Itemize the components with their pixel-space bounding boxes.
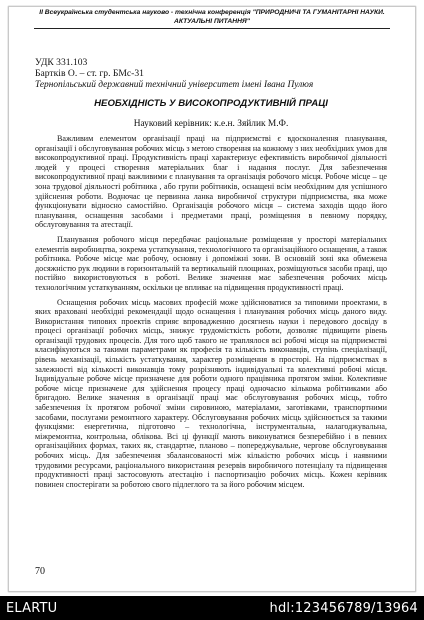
article-body bbox=[35, 134, 387, 494]
header-line-2: АКТУАЛЬНІ ПИТАННЯ" bbox=[174, 17, 250, 25]
scientific-advisor: Науковий керівник: к.е.н. Зяйлик М.Ф. bbox=[133, 119, 289, 129]
paragraph-2: Планування робочого місця передбачає раціональне розміщення у просторі матеріальних елементів виробництва, зокрема устаткування, технологічного та організаційного оснащення, а також робітника. Робоче місце має робочу, основну і допоміжні зони. В основній зоні яка обмежена досяжністю рук людини в горизонтальній та вертикальній площинах, розміщуються засоби праці, що постійно використовуються в роботі. Велике значення має забезпечення робочих місць технологічним устаткуванням, оскільки це впливає на підвищення продуктивності праці. bbox=[35, 234, 387, 292]
paragraph-1: Важливим елементом організації праці на підприємстві є вдосконалення планування, організації і обслуговування робочих місць з метою створення на кожному з них необхідних умов для високопродуктивної праці. Продуктивність праці характеризує ефективність виробничої діяльності людей у процесі створення матеріальних благ і надання послуг. Для забезпечення високопродуктивної праці важливими є планування та організація робочого місця. Робоче місце – це зона трудової діяльності робітника , або групи робітників, оснащені всім необхідним для успішного здійснення роботи. Водночас це первинна ланка виробничої структури підприємства, яка може функціонувати відносно самостійно. Організація робочого місця – система заходів щодо його планування, оснащення засобами і предметами праці, розміщення в певному порядку, обслуговування та атестації. bbox=[35, 134, 387, 230]
paragraph-3: Оснащення робочих місць масових професій може здійснюватися за типовими проектами, в яких враховані необхідні рекомендації щодо оснащення і планування робочих місць даного виду. Використання типових проектів сприяє впровадженню досягнень науки і передового досвіду в процесі організації робочих місць, знижує трудомісткість роботи, дозволяє підвищити рівень організації трудових процесів. Для того щоб такого не траплялося всі робочі місця на підприємстві класифікуються за такими параметрами як професія та кількість виконавців, ступінь спеціалізації, рівень механізації, кількість устаткування, характер розміщення в просторі. На підприємствах в залежності від кількості виконавців тому розрізняють індивідуальні та колективні робочі місця. Індивідуальне робоче місце призначене для роботи одного працівника протягом зміни. Колективне робоче місце призначене для здійснення процесу праці одночасно кількома робітниками або бригадою. Велике значення в організації праці має обслуговування робочих місць, тобто забезпечення їх протягом робочої зміни сировиною, матеріалами, заготівками, транспортними засобами, послугами ремонтного характеру. Обслуговування робочих місць здійснюється за такими функціями: енергетична, підготовчо – технологічна, інструментальна, налагоджувальна, міжремонтна, контрольна, облікова. Всі ці функції мають виконуватися безперебійно і в певних організаційних формах, таких як, стандартне, планово – попереджувальне, чергове обслуговування робочих місць. Для забезпечення збалансованості між кількістю робочих місць і наявними трудовими ресурсами, раціонального використання резервів виробничого потенціалу та підвищення продуктивності праці застосовують атестацію і паспортизацію робочих місць. Кожен керівник повинен спостерігати за роботою свого підлеглого та за його робочим місцем. bbox=[35, 297, 387, 489]
author: Бартків О. – ст. гр. БМс-31 bbox=[35, 68, 144, 79]
article-title: НЕОБХІДНІСТЬ У ВИСОКОПРОДУКТИВНІЙ ПРАЦІ bbox=[94, 98, 328, 109]
affiliation: Тернопільський державний технічний університет імені Івана Пулюя bbox=[35, 80, 314, 90]
udc-code: УДК 331.103 bbox=[35, 57, 88, 68]
page-number: 70 bbox=[35, 566, 45, 577]
header-line-1: ІІ Всеукраїнська студентська науково - технічна конференція "ПРИРОДНИЧІ ТА ГУМАНІТАРНІ НАУКИ. bbox=[39, 9, 385, 16]
conference-header bbox=[34, 9, 390, 29]
repository-name: ELARTU bbox=[6, 601, 58, 616]
repository-footer bbox=[0, 596, 424, 620]
handle-id: hdl:123456789/13964 bbox=[269, 601, 418, 616]
